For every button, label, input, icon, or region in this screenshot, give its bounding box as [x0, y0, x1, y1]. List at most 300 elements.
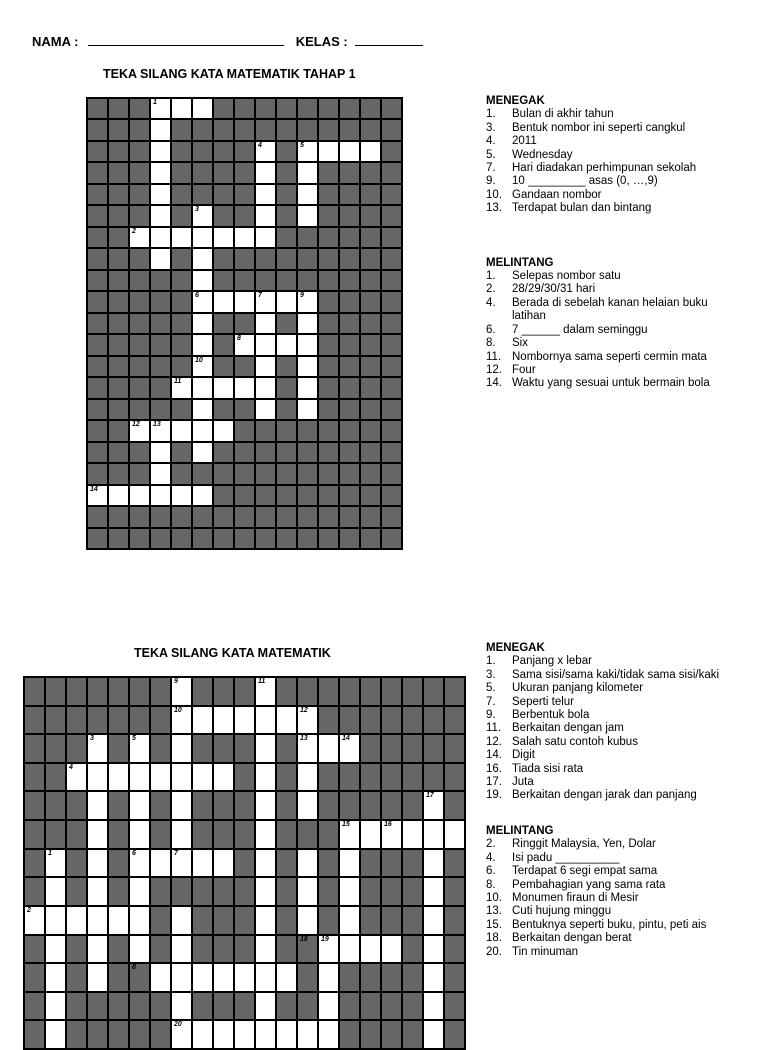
crossword-cell-open[interactable]	[255, 849, 276, 878]
clue-item	[486, 202, 726, 215]
crossword-cell-open[interactable]	[297, 877, 318, 906]
crossword-cell-open[interactable]	[192, 1020, 213, 1049]
crossword-cell-blocked	[150, 677, 171, 706]
clue-item	[486, 135, 726, 148]
crossword-cell-open[interactable]	[297, 334, 318, 355]
crossword-cell-open[interactable]	[150, 141, 171, 162]
crossword-cell-blocked	[45, 677, 66, 706]
nama-blank-line[interactable]	[88, 35, 284, 46]
crossword-cell-blocked	[276, 270, 297, 291]
crossword-cell-blocked	[171, 270, 192, 291]
crossword-cell-open[interactable]	[87, 485, 108, 506]
crossword-cell-open[interactable]	[423, 877, 444, 906]
crossword-cell-open[interactable]	[297, 706, 318, 735]
crossword-cell-open[interactable]	[339, 849, 360, 878]
crossword-cell-open[interactable]	[213, 227, 234, 248]
crossword-cell-open[interactable]	[234, 227, 255, 248]
crossword-cell-open[interactable]	[423, 849, 444, 878]
crossword-cell-blocked	[213, 906, 234, 935]
crossword-cell-open[interactable]	[171, 734, 192, 763]
crossword-cell-open[interactable]	[234, 706, 255, 735]
crossword-cell-blocked	[360, 763, 381, 792]
crossword-cell-open[interactable]	[276, 963, 297, 992]
crossword-cell-open[interactable]	[213, 849, 234, 878]
crossword-cell-open[interactable]	[171, 992, 192, 1021]
crossword-cell-open[interactable]	[402, 820, 423, 849]
crossword-cell-open[interactable]	[171, 98, 192, 119]
crossword-cell-open[interactable]	[192, 963, 213, 992]
crossword-cell-blocked	[318, 184, 339, 205]
crossword-cell-open[interactable]	[45, 877, 66, 906]
clue-item-text: Berkaitan dengan jarak dan panjang	[512, 789, 697, 802]
crossword-cell-open[interactable]	[255, 963, 276, 992]
crossword-cell-blocked	[108, 270, 129, 291]
crossword-cell-blocked	[213, 820, 234, 849]
clue-item-number: 10.	[486, 891, 502, 904]
crossword-cell-open[interactable]	[255, 205, 276, 226]
crossword-cell-open[interactable]	[171, 935, 192, 964]
crossword-cell-open[interactable]	[423, 992, 444, 1021]
clue-item-number: 13.	[486, 905, 502, 918]
crossword-cell-open[interactable]	[129, 935, 150, 964]
crossword-cell-open[interactable]	[255, 291, 276, 312]
crossword-cell-open[interactable]	[297, 184, 318, 205]
crossword-cell-open[interactable]	[45, 1020, 66, 1049]
crossword-cell-blocked	[276, 420, 297, 441]
crossword-cell-open[interactable]	[339, 935, 360, 964]
crossword-cell-open[interactable]	[150, 119, 171, 140]
crossword-cell-open[interactable]	[276, 334, 297, 355]
crossword-cell-blocked	[444, 791, 465, 820]
crossword-cell-open[interactable]	[213, 420, 234, 441]
crossword-cell-open[interactable]	[150, 184, 171, 205]
crossword-cell-blocked	[213, 485, 234, 506]
crossword-cell-open[interactable]	[129, 877, 150, 906]
clue-item-text: Tiada sisi rata	[512, 762, 584, 775]
crossword-cell-blocked	[66, 992, 87, 1021]
clue-item-text: Tin minuman	[512, 945, 579, 958]
crossword-cell-open[interactable]	[255, 334, 276, 355]
clue-item-text: Four	[512, 363, 536, 376]
crossword-cell-blocked	[318, 119, 339, 140]
crossword-cell-open[interactable]	[192, 227, 213, 248]
crossword-cell-open[interactable]	[87, 734, 108, 763]
crossword-cell-open[interactable]	[381, 935, 402, 964]
crossword-cell-open[interactable]	[213, 763, 234, 792]
clue-item-number: 4.	[486, 296, 496, 309]
crossword-cell-open[interactable]	[423, 963, 444, 992]
crossword-cell-blocked	[108, 935, 129, 964]
crossword-cell-open[interactable]	[150, 420, 171, 441]
crossword-cell-open[interactable]	[171, 763, 192, 792]
crossword-cell-open[interactable]	[213, 963, 234, 992]
crossword-cell-open[interactable]	[255, 162, 276, 183]
crossword-cell-open[interactable]	[255, 734, 276, 763]
crossword-cell-blocked	[381, 763, 402, 792]
crossword-cell-open[interactable]	[213, 706, 234, 735]
crossword-cell-open[interactable]	[339, 877, 360, 906]
crossword-cell-open[interactable]	[234, 377, 255, 398]
crossword-cell-blocked	[444, 1020, 465, 1049]
crossword-cell-open[interactable]	[171, 791, 192, 820]
crossword-cell-blocked	[192, 734, 213, 763]
crossword-cell-blocked	[234, 248, 255, 269]
crossword-cell-open[interactable]	[360, 820, 381, 849]
crossword-cell-open[interactable]	[318, 1020, 339, 1049]
crossword-cell-open[interactable]	[150, 963, 171, 992]
crossword-cell-blocked	[381, 119, 402, 140]
crossword-cell-open[interactable]	[150, 227, 171, 248]
crossword-cell-blocked	[213, 463, 234, 484]
crossword-cell-open[interactable]	[297, 849, 318, 878]
crossword-cell-open[interactable]	[297, 906, 318, 935]
crossword-cell-open[interactable]	[297, 399, 318, 420]
clue-item-text: Salah satu contoh kubus	[512, 735, 638, 748]
crossword-cell-blocked	[276, 485, 297, 506]
crossword-cell-open[interactable]	[171, 820, 192, 849]
crossword-cell-open[interactable]	[255, 935, 276, 964]
crossword-cell-open[interactable]	[171, 677, 192, 706]
crossword-cell-open[interactable]	[129, 791, 150, 820]
clue-item	[486, 669, 746, 682]
crossword-cell-open[interactable]	[129, 906, 150, 935]
crossword-cell-blocked	[234, 119, 255, 140]
crossword-cell-open[interactable]	[318, 141, 339, 162]
crossword-cell-blocked	[234, 935, 255, 964]
crossword-cell-open[interactable]	[255, 877, 276, 906]
crossword-cell-open[interactable]	[339, 820, 360, 849]
clue-number: 2	[27, 906, 31, 914]
crossword-cell-blocked	[297, 485, 318, 506]
crossword-cell-open[interactable]	[192, 420, 213, 441]
crossword-cell-blocked	[213, 162, 234, 183]
crossword-cell-open[interactable]	[171, 849, 192, 878]
crossword-cell-open[interactable]	[87, 763, 108, 792]
menegak-clue-list	[486, 108, 726, 215]
crossword-cell-open[interactable]	[318, 734, 339, 763]
crossword-cell-open[interactable]	[297, 763, 318, 792]
crossword-cell-open[interactable]	[339, 141, 360, 162]
crossword-cell-open[interactable]	[150, 463, 171, 484]
crossword-cell-open[interactable]	[255, 706, 276, 735]
clue-item-text: Berbentuk bola	[512, 709, 590, 722]
crossword-cell-blocked	[108, 963, 129, 992]
crossword-cell-open[interactable]	[129, 420, 150, 441]
crossword-cell-blocked	[276, 528, 297, 549]
crossword-cell-blocked	[381, 706, 402, 735]
crossword-cell-open[interactable]	[192, 377, 213, 398]
crossword-cell-open[interactable]	[87, 791, 108, 820]
crossword-cell-blocked	[276, 119, 297, 140]
crossword-cell-open[interactable]	[255, 992, 276, 1021]
crossword-cell-open[interactable]	[213, 377, 234, 398]
crossword-cell-open[interactable]	[192, 334, 213, 355]
crossword-cell-blocked	[213, 270, 234, 291]
crossword-cell-open[interactable]	[297, 1020, 318, 1049]
crossword-cell-blocked	[108, 734, 129, 763]
crossword-cell-blocked	[339, 528, 360, 549]
crossword-cell-blocked	[66, 849, 87, 878]
crossword-cell-blocked	[318, 98, 339, 119]
crossword-cell-open[interactable]	[339, 734, 360, 763]
kelas-blank-line[interactable]	[355, 35, 423, 46]
crossword-cell-open[interactable]	[192, 442, 213, 463]
crossword-cell-blocked	[234, 184, 255, 205]
crossword-cell-blocked	[129, 98, 150, 119]
crossword-cell-open[interactable]	[297, 162, 318, 183]
crossword-cell-open[interactable]	[87, 963, 108, 992]
crossword-cell-blocked	[318, 399, 339, 420]
crossword-cell-open[interactable]	[192, 706, 213, 735]
crossword-cell-open[interactable]	[276, 1020, 297, 1049]
crossword-cell-blocked	[192, 992, 213, 1021]
crossword-cell-open[interactable]	[192, 248, 213, 269]
crossword-cell-open[interactable]	[297, 141, 318, 162]
clue-item-text: Nombornya sama seperti cermin mata	[512, 350, 707, 363]
clue-item-number: 20.	[486, 945, 502, 958]
crossword-cell-open[interactable]	[255, 184, 276, 205]
clue-item-number: 16.	[486, 762, 502, 775]
crossword-cell-open[interactable]	[192, 98, 213, 119]
crossword-cell-open[interactable]	[87, 849, 108, 878]
crossword-cell-open[interactable]	[129, 227, 150, 248]
crossword-cell-open[interactable]	[297, 205, 318, 226]
clue-item	[486, 682, 746, 695]
crossword-cell-open[interactable]	[255, 677, 276, 706]
crossword-cell-open[interactable]	[255, 791, 276, 820]
crossword-cell-open[interactable]	[87, 906, 108, 935]
crossword-cell-open[interactable]	[318, 992, 339, 1021]
crossword-cell-blocked	[45, 791, 66, 820]
crossword-cell-blocked	[87, 98, 108, 119]
crossword-cell-blocked	[360, 291, 381, 312]
crossword-cell-open[interactable]	[45, 992, 66, 1021]
crossword-cell-blocked	[192, 820, 213, 849]
clue-item-number: 1.	[486, 655, 496, 668]
crossword-cell-open[interactable]	[150, 162, 171, 183]
crossword-cell-blocked	[87, 205, 108, 226]
crossword-cell-open[interactable]	[192, 205, 213, 226]
crossword-cell-open[interactable]	[255, 820, 276, 849]
crossword-cell-blocked	[360, 162, 381, 183]
crossword-cell-open[interactable]	[192, 849, 213, 878]
crossword-cell-open[interactable]	[45, 906, 66, 935]
crossword-cell-open[interactable]	[360, 935, 381, 964]
puzzle1-title: TEKA SILANG KATA MATEMATIK TAHAP 1	[103, 67, 356, 81]
crossword-cell-open[interactable]	[192, 313, 213, 334]
clue-item	[486, 364, 726, 377]
crossword-cell-open[interactable]	[234, 1020, 255, 1049]
crossword-cell-open[interactable]	[423, 935, 444, 964]
crossword-cell-blocked	[108, 677, 129, 706]
crossword-cell-open[interactable]	[129, 849, 150, 878]
crossword-cell-blocked	[108, 506, 129, 527]
crossword-cell-open[interactable]	[255, 377, 276, 398]
crossword-cell-open[interactable]	[297, 313, 318, 334]
crossword-cell-open[interactable]	[339, 906, 360, 935]
crossword-cell-blocked	[276, 906, 297, 935]
crossword-cell-open[interactable]	[255, 356, 276, 377]
crossword-cell-blocked	[360, 528, 381, 549]
crossword-cell-open[interactable]	[234, 963, 255, 992]
crossword-cell-open[interactable]	[255, 141, 276, 162]
crossword-cell-open[interactable]	[45, 849, 66, 878]
crossword-cell-open[interactable]	[66, 906, 87, 935]
crossword-cell-blocked	[150, 877, 171, 906]
crossword-cell-open[interactable]	[234, 334, 255, 355]
crossword-cell-open[interactable]	[24, 906, 45, 935]
crossword-cell-blocked	[381, 227, 402, 248]
crossword-cell-open[interactable]	[171, 706, 192, 735]
crossword-cell-open[interactable]	[87, 820, 108, 849]
crossword-cell-open[interactable]	[255, 227, 276, 248]
crossword-cell-open[interactable]	[150, 849, 171, 878]
crossword-cell-open[interactable]	[192, 270, 213, 291]
crossword-cell-open[interactable]	[171, 377, 192, 398]
crossword-cell-open[interactable]	[444, 820, 465, 849]
crossword-cell-open[interactable]	[192, 291, 213, 312]
clue-item-number: 11.	[486, 350, 502, 363]
crossword-cell-open[interactable]	[171, 485, 192, 506]
crossword-cell-open[interactable]	[171, 227, 192, 248]
crossword-cell-blocked	[66, 677, 87, 706]
clue-number: 13	[300, 735, 308, 743]
crossword-cell-blocked	[402, 677, 423, 706]
crossword-cell-open[interactable]	[129, 485, 150, 506]
crossword-cell-blocked	[444, 706, 465, 735]
crossword-cell-blocked	[108, 791, 129, 820]
crossword-cell-blocked	[339, 313, 360, 334]
crossword-cell-open[interactable]	[108, 485, 129, 506]
menegak-clue-list	[486, 655, 746, 802]
crossword-cell-open[interactable]	[255, 1020, 276, 1049]
crossword-cell-open[interactable]	[297, 791, 318, 820]
crossword-cell-open[interactable]	[150, 442, 171, 463]
crossword-cell-blocked	[171, 399, 192, 420]
crossword-cell-open[interactable]	[192, 356, 213, 377]
crossword-cell-open[interactable]	[171, 1020, 192, 1049]
crossword-cell-blocked	[297, 963, 318, 992]
clue-item-text: Isi padu __________	[512, 851, 620, 864]
crossword-cell-open[interactable]	[255, 763, 276, 792]
crossword-cell-open[interactable]	[297, 734, 318, 763]
crossword-cell-open[interactable]	[129, 820, 150, 849]
crossword-cell-open[interactable]	[423, 1020, 444, 1049]
clue-number: 4	[69, 763, 73, 771]
crossword-cell-blocked	[87, 677, 108, 706]
crossword-cell-open[interactable]	[171, 420, 192, 441]
crossword-cell-open[interactable]	[255, 313, 276, 334]
clue-number: 15	[342, 821, 350, 829]
crossword-cell-blocked	[402, 992, 423, 1021]
crossword-cell-blocked	[318, 485, 339, 506]
crossword-cell-open[interactable]	[297, 356, 318, 377]
crossword-cell-open[interactable]	[297, 377, 318, 398]
crossword-cell-open[interactable]	[213, 1020, 234, 1049]
clue-item-number: 9.	[486, 175, 496, 188]
crossword-cell-blocked	[297, 820, 318, 849]
crossword-cell-open[interactable]	[276, 706, 297, 735]
crossword-cell-open[interactable]	[87, 877, 108, 906]
crossword-cell-blocked	[150, 334, 171, 355]
crossword-cell-open[interactable]	[360, 141, 381, 162]
crossword-cell-blocked	[213, 442, 234, 463]
crossword-cell-blocked	[24, 791, 45, 820]
crossword-cell-blocked	[129, 706, 150, 735]
crossword-cell-open[interactable]	[192, 399, 213, 420]
crossword-cell-blocked	[255, 119, 276, 140]
crossword-cell-blocked	[276, 162, 297, 183]
crossword-cell-blocked	[108, 463, 129, 484]
crossword-cell-open[interactable]	[192, 763, 213, 792]
crossword-cell-open[interactable]	[66, 763, 87, 792]
crossword-cell-open[interactable]	[171, 963, 192, 992]
crossword-cell-open[interactable]	[108, 763, 129, 792]
crossword-cell-open[interactable]	[276, 291, 297, 312]
clue-item	[486, 337, 726, 350]
crossword-cell-open[interactable]	[45, 935, 66, 964]
crossword-cell-blocked	[381, 356, 402, 377]
crossword-cell-blocked	[276, 820, 297, 849]
crossword-cell-blocked	[402, 791, 423, 820]
crossword-cell-open[interactable]	[318, 935, 339, 964]
crossword-cell-blocked	[360, 334, 381, 355]
crossword-cell-blocked	[276, 399, 297, 420]
crossword-cell-blocked	[171, 291, 192, 312]
crossword-cell-open[interactable]	[234, 291, 255, 312]
clue-item-text: Monumen firaun di Mesir	[512, 891, 639, 904]
crossword-cell-blocked	[87, 399, 108, 420]
crossword-cell-blocked	[339, 270, 360, 291]
crossword-cell-blocked	[87, 313, 108, 334]
crossword-cell-open[interactable]	[171, 906, 192, 935]
crossword-cell-open[interactable]	[318, 963, 339, 992]
crossword-cell-blocked	[381, 270, 402, 291]
crossword-cell-blocked	[339, 763, 360, 792]
crossword-cell-open[interactable]	[150, 763, 171, 792]
crossword-cell-open[interactable]	[150, 485, 171, 506]
crossword-cell-blocked	[150, 820, 171, 849]
crossword-cell-open[interactable]	[423, 791, 444, 820]
crossword-cell-open[interactable]	[108, 906, 129, 935]
menegak-heading: MENEGAK	[486, 95, 545, 107]
crossword-cell-open[interactable]	[129, 734, 150, 763]
crossword-cell-open[interactable]	[150, 98, 171, 119]
crossword-cell-blocked	[213, 313, 234, 334]
crossword-cell-open[interactable]	[255, 906, 276, 935]
crossword-cell-open[interactable]	[381, 820, 402, 849]
crossword-cell-open[interactable]	[150, 205, 171, 226]
crossword-cell-blocked	[87, 141, 108, 162]
crossword-cell-open[interactable]	[45, 963, 66, 992]
crossword-cell-blocked	[87, 528, 108, 549]
crossword-cell-blocked	[276, 506, 297, 527]
crossword-cell-open[interactable]	[87, 935, 108, 964]
crossword-cell-open[interactable]	[297, 291, 318, 312]
crossword-cell-open[interactable]	[423, 906, 444, 935]
crossword-cell-open[interactable]	[129, 763, 150, 792]
clue-item-number: 6.	[486, 323, 496, 336]
crossword-cell-open[interactable]	[213, 291, 234, 312]
crossword-cell-blocked	[129, 677, 150, 706]
crossword-cell-open[interactable]	[255, 399, 276, 420]
crossword-cell-open[interactable]	[150, 248, 171, 269]
crossword-cell-open[interactable]	[423, 820, 444, 849]
crossword-cell-open[interactable]	[192, 485, 213, 506]
crossword-cell-blocked	[444, 763, 465, 792]
clue-item	[486, 879, 746, 892]
crossword-cell-blocked	[108, 849, 129, 878]
